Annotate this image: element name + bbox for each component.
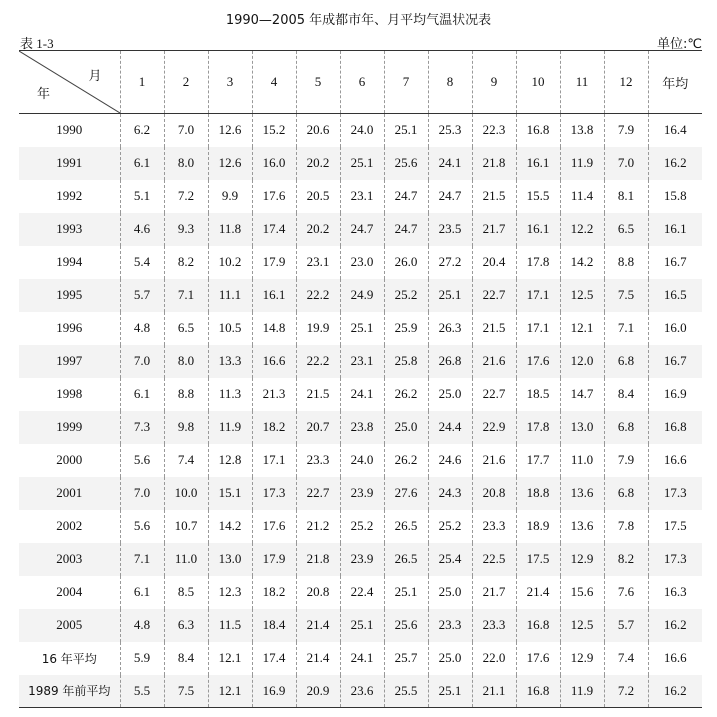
temperature-cell: 13.3 (208, 345, 252, 378)
temperature-cell: 22.7 (472, 378, 516, 411)
temperature-cell: 17.9 (252, 543, 296, 576)
annual-header: 年均 (662, 76, 689, 92)
temperature-table (19, 50, 702, 708)
temperature-cell: 11.3 (208, 378, 252, 411)
table-row (19, 510, 702, 543)
temperature-cell: 5.7 (120, 279, 164, 312)
header-row (19, 51, 702, 114)
temperature-cell: 13.0 (560, 411, 604, 444)
temperature-cell: 24.7 (340, 213, 384, 246)
table-row (19, 246, 702, 279)
temperature-cell: 25.3 (428, 114, 472, 147)
temperature-cell: 24.1 (340, 378, 384, 411)
temperature-cell: 16.0 (252, 147, 296, 180)
table-row (19, 279, 702, 312)
temperature-cell: 7.5 (604, 279, 648, 312)
temperature-cell: 23.3 (296, 444, 340, 477)
temperature-cell: 5.1 (120, 180, 164, 213)
temperature-cell: 24.4 (428, 411, 472, 444)
table-header (19, 51, 702, 114)
annual-value-cell: 16.2 (663, 617, 687, 632)
table-row (19, 114, 702, 147)
row-label: 1990 (19, 114, 120, 147)
temperature-cell: 25.5 (384, 675, 428, 708)
temperature-cell: 15.6 (560, 576, 604, 609)
temperature-cell: 24.7 (384, 213, 428, 246)
temperature-cell: 20.8 (296, 576, 340, 609)
temperature-cell: 8.8 (164, 378, 208, 411)
temperature-cell: 24.7 (428, 180, 472, 213)
month-header-2: 2 (164, 51, 208, 114)
temperature-cell: 17.7 (516, 444, 560, 477)
temperature-cell: 7.9 (604, 114, 648, 147)
table-body (19, 114, 702, 708)
temperature-cell: 18.8 (516, 477, 560, 510)
table-row (19, 378, 702, 411)
temperature-cell: 7.8 (604, 510, 648, 543)
temperature-cell: 24.1 (428, 147, 472, 180)
temperature-cell: 12.6 (208, 114, 252, 147)
temperature-cell: 5.5 (120, 675, 164, 708)
row-label: 1997 (19, 345, 120, 378)
temperature-cell: 26.2 (384, 378, 428, 411)
annual-value-cell: 17.3 (663, 485, 687, 500)
temperature-cell: 23.1 (340, 345, 384, 378)
temperature-cell: 21.5 (296, 378, 340, 411)
table-row (19, 543, 702, 576)
temperature-cell: 24.0 (340, 444, 384, 477)
annual-value-cell: 16.8 (663, 419, 687, 434)
temperature-cell: 11.9 (560, 675, 604, 708)
table-row (19, 675, 702, 708)
temperature-cell: 23.9 (340, 477, 384, 510)
temperature-cell: 7.5 (164, 675, 208, 708)
temperature-cell: 12.1 (560, 312, 604, 345)
row-label: 1991 (19, 147, 120, 180)
annual-value-cell: 16.3 (663, 584, 687, 599)
temperature-cell: 7.9 (604, 444, 648, 477)
annual-value-cell: 16.6 (663, 452, 687, 467)
temperature-cell: 7.3 (120, 411, 164, 444)
temperature-cell: 6.8 (604, 477, 648, 510)
temperature-cell: 12.1 (208, 675, 252, 708)
temperature-cell: 21.8 (472, 147, 516, 180)
table-row (19, 444, 702, 477)
temperature-cell: 8.5 (164, 576, 208, 609)
table-title: 1990—2005 年成都市年、月平均气温状况表 (225, 13, 492, 28)
temperature-cell: 26.0 (384, 246, 428, 279)
temperature-cell: 17.9 (252, 246, 296, 279)
temperature-cell: 7.1 (164, 279, 208, 312)
temperature-cell: 9.8 (164, 411, 208, 444)
temperature-cell: 20.9 (296, 675, 340, 708)
temperature-cell: 23.3 (428, 609, 472, 642)
table-number: 表 1-3 (20, 36, 54, 51)
temperature-cell: 23.1 (296, 246, 340, 279)
temperature-cell: 25.1 (428, 279, 472, 312)
temperature-cell: 25.0 (384, 411, 428, 444)
temperature-cell: 18.4 (252, 609, 296, 642)
temperature-cell: 23.8 (340, 411, 384, 444)
month-header-8: 8 (428, 51, 472, 114)
temperature-cell: 25.2 (428, 510, 472, 543)
temperature-cell: 11.5 (208, 609, 252, 642)
table-row (19, 180, 702, 213)
temperature-cell: 21.1 (472, 675, 516, 708)
month-header-9: 9 (472, 51, 516, 114)
temperature-cell: 25.1 (340, 609, 384, 642)
temperature-cell: 21.3 (252, 378, 296, 411)
temperature-cell: 6.1 (120, 576, 164, 609)
temperature-cell: 25.7 (384, 642, 428, 675)
temperature-cell: 6.2 (120, 114, 164, 147)
temperature-cell: 20.6 (296, 114, 340, 147)
annual-value-cell: 16.0 (663, 320, 687, 335)
temperature-cell: 21.6 (472, 345, 516, 378)
temperature-cell: 7.0 (164, 114, 208, 147)
temperature-cell: 5.6 (120, 444, 164, 477)
temperature-cell: 6.1 (120, 378, 164, 411)
temperature-cell: 23.0 (340, 246, 384, 279)
temperature-cell: 11.0 (560, 444, 604, 477)
temperature-cell: 23.3 (472, 609, 516, 642)
row-label: 1996 (19, 312, 120, 345)
temperature-cell: 6.3 (164, 609, 208, 642)
temperature-cell: 21.5 (472, 312, 516, 345)
temperature-cell: 25.8 (384, 345, 428, 378)
temperature-cell: 19.9 (296, 312, 340, 345)
temperature-cell: 7.0 (604, 147, 648, 180)
temperature-cell: 15.1 (208, 477, 252, 510)
temperature-cell: 23.3 (472, 510, 516, 543)
table-row (19, 147, 702, 180)
temperature-cell: 11.8 (208, 213, 252, 246)
row-label: 2001 (19, 477, 120, 510)
temperature-cell: 22.0 (472, 642, 516, 675)
temperature-cell: 6.1 (120, 147, 164, 180)
row-label: 1993 (19, 213, 120, 246)
temperature-cell: 8.2 (164, 246, 208, 279)
temperature-cell: 17.6 (252, 510, 296, 543)
temperature-cell: 25.1 (340, 147, 384, 180)
annual-value-cell: 16.4 (663, 122, 687, 138)
temperature-cell: 22.7 (472, 279, 516, 312)
temperature-cell: 24.9 (340, 279, 384, 312)
temperature-cell: 22.9 (472, 411, 516, 444)
temperature-cell: 25.6 (384, 147, 428, 180)
temperature-cell: 21.4 (296, 609, 340, 642)
temperature-cell: 17.5 (516, 543, 560, 576)
month-header-12: 12 (604, 51, 648, 114)
temperature-cell: 6.5 (164, 312, 208, 345)
temperature-cell: 24.6 (428, 444, 472, 477)
temperature-cell: 24.0 (340, 114, 384, 147)
row-label: 1995 (19, 279, 120, 312)
temperature-cell: 25.2 (340, 510, 384, 543)
temperature-cell: 7.1 (604, 312, 648, 345)
temperature-cell: 7.6 (604, 576, 648, 609)
temperature-cell: 17.1 (516, 279, 560, 312)
temperature-cell: 25.1 (340, 312, 384, 345)
month-header-7: 7 (384, 51, 428, 114)
temperature-cell: 25.9 (384, 312, 428, 345)
temperature-cell: 5.9 (120, 642, 164, 675)
temperature-cell: 8.0 (164, 345, 208, 378)
temperature-cell: 14.2 (208, 510, 252, 543)
unit-label: 单位:℃ (657, 37, 702, 52)
temperature-cell: 13.6 (560, 510, 604, 543)
temperature-cell: 16.8 (516, 609, 560, 642)
temperature-cell: 11.9 (560, 147, 604, 180)
table-row (19, 576, 702, 609)
temperature-cell: 21.6 (472, 444, 516, 477)
temperature-cell: 17.1 (252, 444, 296, 477)
temperature-cell: 17.4 (252, 213, 296, 246)
temperature-cell: 12.8 (208, 444, 252, 477)
temperature-cell: 26.2 (384, 444, 428, 477)
temperature-cell: 7.4 (164, 444, 208, 477)
temperature-cell: 20.5 (296, 180, 340, 213)
temperature-cell: 5.7 (604, 609, 648, 642)
annual-value-cell: 16.1 (663, 221, 687, 236)
temperature-cell: 25.0 (428, 576, 472, 609)
temperature-cell: 12.1 (208, 642, 252, 675)
temperature-cell: 21.4 (516, 576, 560, 609)
month-header-11: 11 (560, 51, 604, 114)
temperature-cell: 17.3 (252, 477, 296, 510)
row-label: 2005 (19, 609, 120, 642)
temperature-cell: 9.3 (164, 213, 208, 246)
row-label: 1998 (19, 378, 120, 411)
temperature-cell: 21.2 (296, 510, 340, 543)
temperature-cell: 26.3 (428, 312, 472, 345)
temperature-cell: 6.8 (604, 411, 648, 444)
temperature-cell: 12.0 (560, 345, 604, 378)
temperature-cell: 16.1 (516, 213, 560, 246)
temperature-cell: 16.1 (516, 147, 560, 180)
temperature-cell: 16.1 (252, 279, 296, 312)
temperature-cell: 17.1 (516, 312, 560, 345)
temperature-cell: 10.2 (208, 246, 252, 279)
temperature-cell: 16.8 (516, 114, 560, 147)
temperature-cell: 27.2 (428, 246, 472, 279)
month-header-1: 1 (120, 51, 164, 114)
temperature-cell: 25.2 (384, 279, 428, 312)
temperature-cell: 7.0 (120, 477, 164, 510)
month-axis-label: 月 (88, 69, 102, 84)
temperature-cell: 21.7 (472, 576, 516, 609)
temperature-cell: 26.5 (384, 543, 428, 576)
table-row (19, 345, 702, 378)
temperature-cell: 15.2 (252, 114, 296, 147)
annual-value-cell: 16.6 (663, 650, 687, 665)
temperature-cell: 17.8 (516, 411, 560, 444)
annual-value-cell: 16.7 (663, 254, 687, 269)
temperature-cell: 13.6 (560, 477, 604, 510)
annual-value-cell: 16.9 (663, 386, 687, 401)
row-label: 16 年平均 (19, 642, 120, 675)
table-row (19, 477, 702, 510)
temperature-cell: 18.2 (252, 411, 296, 444)
row-label: 1994 (19, 246, 120, 279)
temperature-cell: 25.1 (428, 675, 472, 708)
temperature-cell: 21.5 (472, 180, 516, 213)
temperature-cell: 20.4 (472, 246, 516, 279)
temperature-cell: 16.6 (252, 345, 296, 378)
temperature-cell: 12.5 (560, 279, 604, 312)
temperature-cell: 14.2 (560, 246, 604, 279)
temperature-cell: 8.0 (164, 147, 208, 180)
temperature-cell: 14.8 (252, 312, 296, 345)
temperature-cell: 21.4 (296, 642, 340, 675)
temperature-cell: 27.6 (384, 477, 428, 510)
temperature-cell: 22.4 (340, 576, 384, 609)
annual-value-cell: 16.2 (663, 155, 687, 170)
row-label: 1992 (19, 180, 120, 213)
annual-value-cell: 17.3 (663, 551, 687, 566)
temperature-cell: 7.2 (164, 180, 208, 213)
temperature-cell: 8.4 (604, 378, 648, 411)
temperature-cell: 25.1 (384, 576, 428, 609)
row-label: 2004 (19, 576, 120, 609)
corner-header-cell (19, 51, 120, 114)
temperature-cell: 14.7 (560, 378, 604, 411)
temperature-cell: 7.2 (604, 675, 648, 708)
temperature-cell: 17.6 (252, 180, 296, 213)
row-label: 2002 (19, 510, 120, 543)
temperature-cell: 7.0 (120, 345, 164, 378)
temperature-cell: 25.4 (428, 543, 472, 576)
month-header-10: 10 (516, 51, 560, 114)
annual-value-cell: 17.5 (663, 518, 687, 533)
temperature-cell: 12.3 (208, 576, 252, 609)
row-label: 2003 (19, 543, 120, 576)
temperature-cell: 5.4 (120, 246, 164, 279)
temperature-cell: 11.4 (560, 180, 604, 213)
temperature-cell: 8.1 (604, 180, 648, 213)
temperature-cell: 10.7 (164, 510, 208, 543)
temperature-cell: 10.0 (164, 477, 208, 510)
temperature-cell: 12.5 (560, 609, 604, 642)
temperature-cell: 25.6 (384, 609, 428, 642)
temperature-cell: 4.6 (120, 213, 164, 246)
temperature-cell: 22.5 (472, 543, 516, 576)
table-row (19, 213, 702, 246)
temperature-cell: 26.5 (384, 510, 428, 543)
temperature-cell: 7.1 (120, 543, 164, 576)
table-row (19, 609, 702, 642)
row-label: 2000 (19, 444, 120, 477)
temperature-cell: 24.1 (340, 642, 384, 675)
table-row (19, 642, 702, 675)
diagonal-divider (19, 51, 120, 113)
temperature-cell: 22.7 (296, 477, 340, 510)
temperature-cell: 26.8 (428, 345, 472, 378)
temperature-cell: 18.9 (516, 510, 560, 543)
annual-value-cell: 15.8 (663, 188, 687, 203)
temperature-cell: 20.2 (296, 213, 340, 246)
temperature-cell: 17.8 (516, 246, 560, 279)
temperature-cell: 16.9 (252, 675, 296, 708)
temperature-cell: 18.2 (252, 576, 296, 609)
temperature-cell: 21.7 (472, 213, 516, 246)
temperature-cell: 8.2 (604, 543, 648, 576)
temperature-cell: 6.5 (604, 213, 648, 246)
temperature-cell: 22.2 (296, 345, 340, 378)
temperature-cell: 7.4 (604, 642, 648, 675)
annual-value-cell: 16.2 (663, 682, 687, 698)
temperature-cell: 12.6 (208, 147, 252, 180)
temperature-cell: 17.6 (516, 642, 560, 675)
temperature-cell: 4.8 (120, 312, 164, 345)
temperature-cell: 23.6 (340, 675, 384, 708)
temperature-cell: 8.8 (604, 246, 648, 279)
month-header-6: 6 (340, 51, 384, 114)
temperature-cell: 21.8 (296, 543, 340, 576)
temperature-cell: 22.3 (472, 114, 516, 147)
row-label: 1989 年前平均 (19, 675, 120, 708)
temperature-cell: 12.9 (560, 642, 604, 675)
temperature-cell: 16.8 (516, 675, 560, 708)
temperature-cell: 25.1 (384, 114, 428, 147)
year-axis-label: 年 (37, 87, 51, 102)
month-header-3: 3 (208, 51, 252, 114)
table-row (19, 411, 702, 444)
temperature-cell: 5.6 (120, 510, 164, 543)
temperature-cell: 8.4 (164, 642, 208, 675)
temperature-cell: 17.4 (252, 642, 296, 675)
table-row (19, 312, 702, 345)
month-header-4: 4 (252, 51, 296, 114)
temperature-cell: 12.9 (560, 543, 604, 576)
temperature-cell: 24.3 (428, 477, 472, 510)
temperature-cell: 18.5 (516, 378, 560, 411)
temperature-cell: 20.2 (296, 147, 340, 180)
temperature-cell: 17.6 (516, 345, 560, 378)
temperature-cell: 10.5 (208, 312, 252, 345)
temperature-cell: 23.1 (340, 180, 384, 213)
temperature-cell: 20.8 (472, 477, 516, 510)
temperature-cell: 22.2 (296, 279, 340, 312)
temperature-cell: 23.9 (340, 543, 384, 576)
temperature-cell: 11.9 (208, 411, 252, 444)
temperature-cell: 6.8 (604, 345, 648, 378)
temperature-cell: 20.7 (296, 411, 340, 444)
temperature-cell: 12.2 (560, 213, 604, 246)
row-label: 1999 (19, 411, 120, 444)
temperature-cell: 4.8 (120, 609, 164, 642)
temperature-cell: 23.5 (428, 213, 472, 246)
temperature-cell: 11.1 (208, 279, 252, 312)
annual-value-cell: 16.7 (663, 353, 687, 368)
temperature-cell: 13.8 (560, 114, 604, 147)
temperature-cell: 9.9 (208, 180, 252, 213)
temperature-cell: 25.0 (428, 642, 472, 675)
temperature-cell: 13.0 (208, 543, 252, 576)
temperature-cell: 11.0 (164, 543, 208, 576)
temperature-cell: 15.5 (516, 180, 560, 213)
month-header-5: 5 (296, 51, 340, 114)
annual-value-cell: 16.5 (663, 287, 687, 302)
temperature-cell: 24.7 (384, 180, 428, 213)
temperature-cell: 25.0 (428, 378, 472, 411)
